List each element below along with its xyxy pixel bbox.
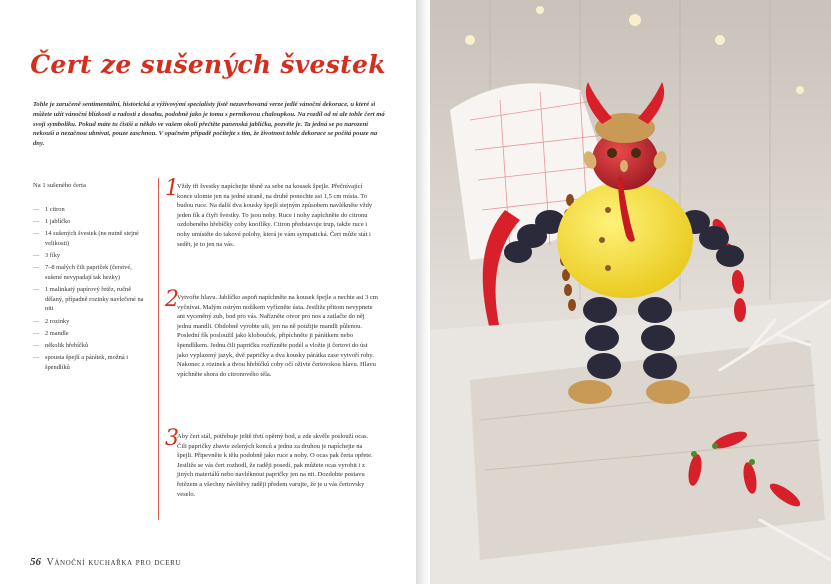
ingredient-item: — 3 fíky <box>33 251 145 261</box>
column-divider <box>158 178 159 520</box>
ingredient-item: — 1 jablíčko <box>33 217 145 227</box>
step-number: 2 <box>165 287 179 312</box>
step-number: 3 <box>165 426 179 451</box>
recipe-intro: Tohle je zaručeně sentimentální, historická a výživovými specialisty jistě nezavrhovaná verze jedlé vánoční dekorace, u které si můžete užít vánoční blízkosti a radosti z dosahu, podobně jako je tomu s perníkovou chaloupkou. Na rozdíl od ní ale tohle čert má svoji symboliku. Pokud máte tu čistší a někdo ve vašem okolí přečtěte panenská jablíčka, pozvěte je. Ta jedná se po narození nekouší a nezačnou ubnívat, pouze zaschnou. V opačném případě počítejte s tím, že životnost tohle dekorace se počítá pouze na dny. <box>33 101 385 148</box>
step-text: Aby čert stál, potřebuje ještě třetí opěrný bod, a zde skvěle poslouží ocas. Čili papričky zbavte zelených konců a jednu za druhou je napíchejte na špejli. Připevněte k tělu podobně jako ruce a nohy. O ocas pak čerta opřete. Jestliže se vás čert rozhodl, že raději posedí, pak můžete ocas vyrobit i z jiných materiálů nebo navléknout papričky jen na nit. Dozdobte postavu řetězem a všechny návštěvy raději předem varujte, že je u vás čertovsky veselo. <box>177 433 373 498</box>
ingredient-item: — 7–8 malých čili papriček (čerstvé, sušené nevypadají tak hezky) <box>33 263 145 282</box>
step-number: 1 <box>165 176 179 201</box>
ingredient-item: — 1 citron <box>33 205 145 215</box>
step-3 <box>165 426 379 499</box>
serves-label: Na 1 sušeného čerta <box>33 182 86 189</box>
page-footer <box>30 556 181 568</box>
ingredient-item: — spousta špejlí a párátek, možná i špendlíků <box>33 353 145 372</box>
page-number: 56 <box>30 556 41 568</box>
step-text: Vytvořte hlavu. Jablíčko aspoň napíchněte na kousek špejle a nechte asi 3 cm vyčnívat. Malým ostrým nožíkem vyřízněte ústa. Jestliže přitom nevypnete ani vyceněný zub, bod pro vás. Nařízněte otvor pro nos a zatlačte do něj jednu mandli. Obdobně vyrobte uši, jen na ně použijte mandli půlenou. Poslední fík posloužil jako klobouček, připíchněte ji párátkem nebo špendlíkem. Jednu čili papričku rozřízněte podél a vložte ji čertovi do úst jako vyplazený jazyk, dvě papričky a dva kousky párátka zase vytvoří rohy. Nakonec z rozinek a dvou hřebíčků coby očí oživte čertovskou hlavu. Hlavu vpíchněte shora do citronového těla. <box>177 294 378 378</box>
ingredient-item: — několik hřebíčků <box>33 341 145 351</box>
recipe-photo <box>430 0 831 584</box>
book-gutter <box>416 0 430 584</box>
step-text: Vždy tři švestky napíchejte těsně za sebe na kousek špejle. Přečnívající konce ulomte jen na jedné straně, na druhé ponechte asi 1,5 cm místa. To budou ruce. Na další dva kousky špejlí stejným způsobem navlékněte vždy jeden fík a čtyři švestky. To jsou nohy. Ruce i nohy zapíchněte do citronu ozdobeného hřebíčky coby knoflíky. Citron představuje trup, takže ruce i nohy umístěte do takové polohy, která je vám sympatická. Čert může stát i sedět, je to jen na vás. <box>177 183 373 248</box>
ingredient-item: — 14 sušených švestek (ne nutně stejné velikosti) <box>33 229 145 248</box>
ingredients-list <box>33 205 145 375</box>
ingredient-item: — 2 rozinky <box>33 317 145 327</box>
step-2 <box>165 287 379 379</box>
ingredient-item: — 1 malinkatý papírový řetěz, ručně dělaný, případně rozinky navlečené na niti <box>33 285 145 314</box>
recipe-title: Čert ze sušených švestek <box>30 50 386 79</box>
step-1 <box>165 176 379 249</box>
book-title: Vánoční kuchařka pro dceru <box>46 557 182 568</box>
ingredient-item: — 2 mandle <box>33 329 145 339</box>
